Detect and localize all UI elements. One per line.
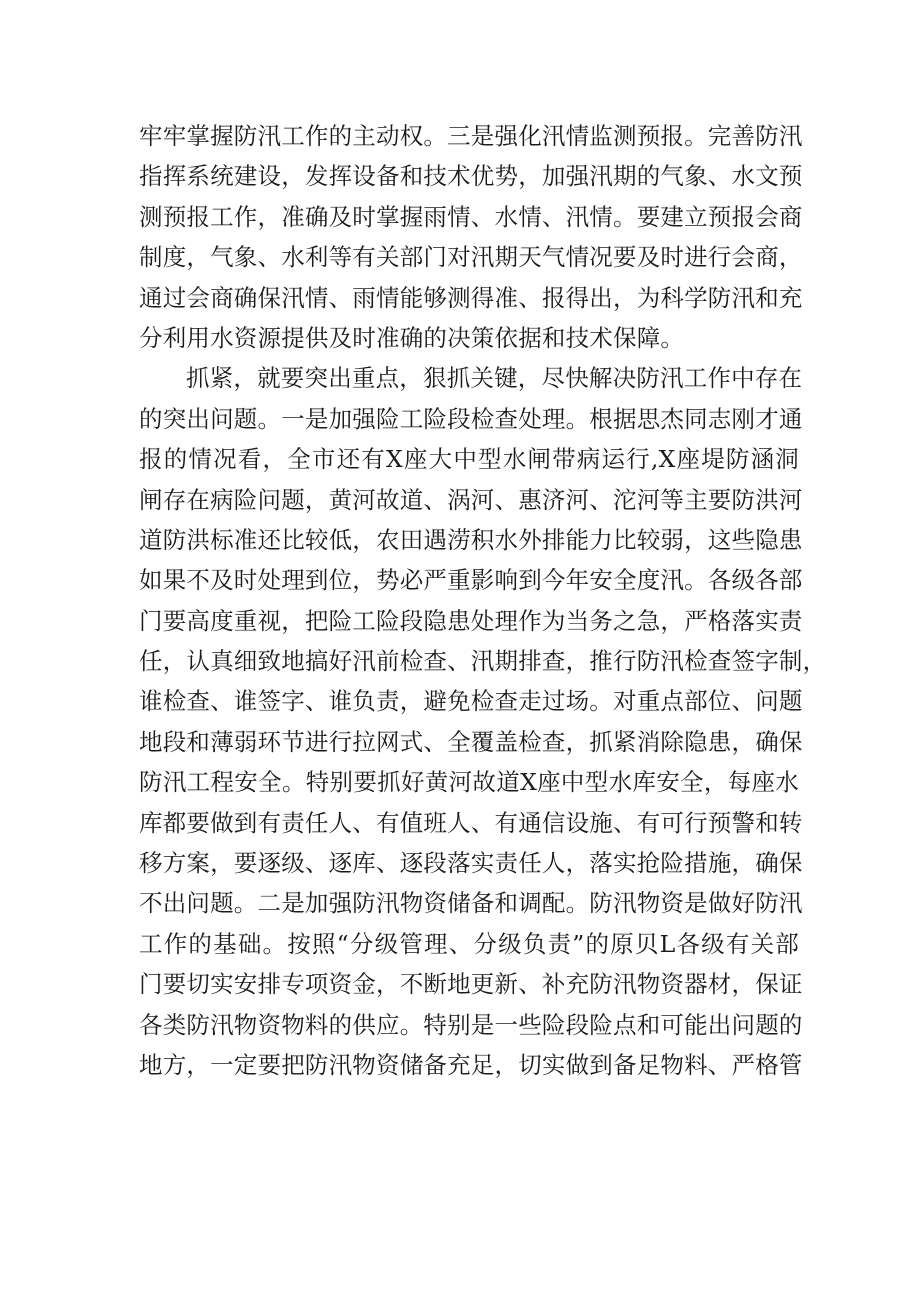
text-line: 各类防汛物资物料的供应。特别是一些险段险点和可能出问题的 <box>139 1010 803 1039</box>
text-line: 制度，气象、水利等有关部门对汛期天气情况要及时进行会商， <box>139 243 803 272</box>
text-line: 的突出问题。一是加强险工险段检查处理。根据思杰同志刚才通 <box>139 404 803 433</box>
text-line: 防汛工程安全。特别要抓好黄河故道X座中型水库安全，每座水 <box>139 768 799 797</box>
text-line: 移方案，要逐级、逐库、逐段落实责任人，落实抢险措施，确保 <box>139 849 803 878</box>
text-line: 如果不及时处理到位，势必严重影响到今年安全度汛。各级各部 <box>139 566 803 595</box>
paragraph <box>139 358 827 1085</box>
text-line: 工作的基础。按照“分级管理、分级负责”的原贝L各级有关部 <box>139 929 799 958</box>
text-line: 分利用水资源提供及时准确的决策依据和技术保障。 <box>139 323 685 352</box>
text-line: 库都要做到有责任人、有值班人、有通信设施、有可行预警和转 <box>139 808 803 837</box>
text-line: 牢牢掌握防汛工作的主动权。三是强化汛情监测预报。完善防汛 <box>139 122 803 150</box>
text-line: 指挥系统建设，发挥设备和技术优势，加强汛期的气象、水文预 <box>139 162 803 191</box>
text-line: 门要切实安排专项资金，不断地更新、补充防汛物资器材，保证 <box>139 970 803 999</box>
text-line: 地方，一定要把防汛物资储备充足，切实做到备足物料、严格管 <box>139 1050 803 1079</box>
text-line: 门要高度重视，把险工险段隐患处理作为当务之急，严格落实责 <box>139 606 803 635</box>
paragraph <box>139 116 803 358</box>
text-line: 抓紧，就要突出重点，狠抓关键，尽快解决防汛工作中存在 <box>186 364 803 393</box>
text-line: 谁检查、谁签字、谁负责，避免检查走过场。对重点部位、问题 <box>139 687 803 716</box>
text-line: 通过会商确保汛情、雨情能够测得准、报得出，为科学防汛和充 <box>139 283 803 312</box>
document-body <box>139 116 827 1085</box>
text-line: 报的情况看，全市还有X座大中型水闸带病运行,X座堤防涵洞 <box>139 445 799 474</box>
text-line: 测预报工作，准确及时掌握雨情、水情、汛情。要建立预报会商 <box>139 202 803 231</box>
text-line: 任，认真细致地搞好汛前检查、汛期排查，推行防汛检查签字制， <box>139 647 827 676</box>
text-line: 不出问题。二是加强防汛物资储备和调配。防汛物资是做好防汛 <box>139 889 803 918</box>
text-line: 地段和薄弱环节进行拉网式、全覆盖检查，抓紧消除隐患，确保 <box>139 727 803 756</box>
text-line: 闸存在病险问题，黄河故道、涡河、惠济河、沱河等主要防洪河 <box>139 485 803 514</box>
text-line: 道防洪标准还比较低，农田遇涝积水外排能力比较弱，这些隐患 <box>139 525 803 554</box>
